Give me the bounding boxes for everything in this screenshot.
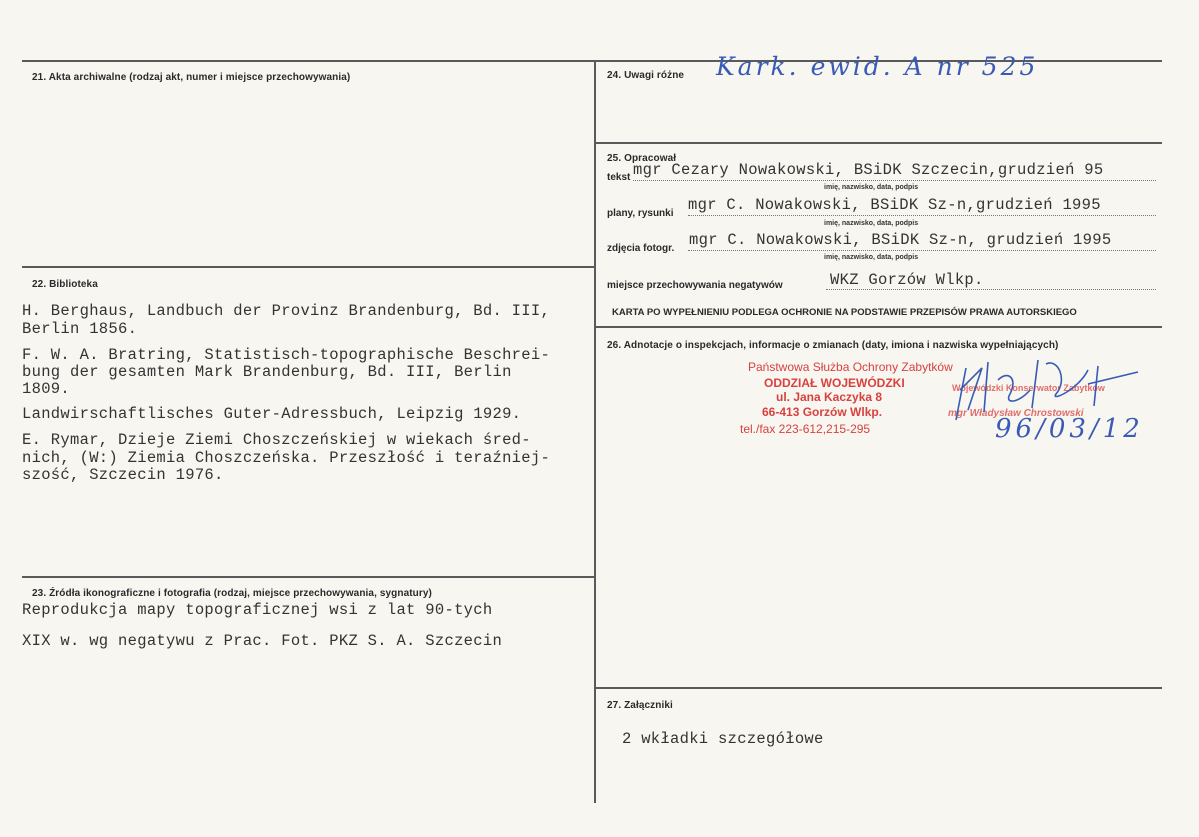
dotline-negatywy bbox=[826, 289, 1156, 290]
attachments-value: 2 wkładki szczegółowe bbox=[622, 730, 824, 748]
label-negatywy: miejsce przechowywania negatywów bbox=[607, 280, 783, 291]
section-26-header: 26. Adnotacje o inspekcjach, informacje o zmianach (daty, imiona i nazwiska wypełniających) bbox=[607, 340, 1059, 351]
bib-entry-1-line-2: Berlin 1856. bbox=[22, 320, 138, 338]
label-plany: plany, rysunki bbox=[607, 208, 674, 219]
sub-tekst: imię, nazwisko, data, podpis bbox=[824, 184, 919, 191]
dotline-zdjecia bbox=[688, 250, 1156, 251]
conservator-stamp-line-1: Wojewódzki Konserwator Zabytków bbox=[952, 383, 1105, 393]
label-tekst: tekst bbox=[607, 172, 631, 183]
stamp-line-1: Państwowa Służba Ochrony Zabytków bbox=[748, 360, 953, 374]
value-plany: mgr C. Nowakowski, BSiDK Sz-n,grudzień 1995 bbox=[688, 196, 1101, 214]
bib-entry-4-line-1: E. Rymar, Dzieje Ziemi Choszczeńskiej w wiekach śred- bbox=[22, 431, 531, 449]
rule-24-25 bbox=[595, 142, 1162, 144]
center-divider bbox=[594, 60, 596, 803]
bib-entry-1-line-1: H. Berghaus, Landbuch der Provinz Brandenburg, Bd. III, bbox=[22, 302, 551, 320]
copyright-notice: KARTA PO WYPEŁNIENIU PODLEGA OCHRONIE NA PODSTAWIE PRZEPISÓW PRAWA AUTORSKIEGO bbox=[612, 307, 1077, 318]
conservator-stamp-line-2: mgr Władysław Chrostowski bbox=[948, 408, 1084, 419]
inspection-date: 96/03/12 bbox=[995, 414, 1144, 444]
dotline-tekst bbox=[633, 180, 1156, 181]
bib-entry-2-line-3: 1809. bbox=[22, 380, 71, 398]
sub-plany: imię, nazwisko, data, podpis bbox=[824, 220, 919, 227]
stamp-line-5: tel./fax 223-612,215-295 bbox=[740, 422, 871, 436]
rule-21-22 bbox=[22, 266, 595, 268]
section-24-header: 24. Uwagi różne bbox=[607, 70, 685, 81]
stamp-line-2: ODDZIAŁ WOJEWÓDZKI bbox=[764, 376, 905, 390]
bib-entry-4-line-3: szość, Szczecin 1976. bbox=[22, 466, 224, 484]
rule-26-27 bbox=[595, 687, 1162, 689]
iconography-line-1: Reprodukcja mapy topograficznej wsi z lat 90-tych bbox=[22, 601, 493, 619]
bib-entry-4-line-2: nich, (W:) Ziemia Choszczeńska. Przeszłość i teraźniej- bbox=[22, 449, 551, 467]
value-zdjecia: mgr C. Nowakowski, BSiDK Sz-n, grudzień 1995 bbox=[689, 231, 1112, 249]
dotline-plany bbox=[688, 215, 1156, 216]
sub-zdjecia: imię, nazwisko, data, podpis bbox=[824, 254, 919, 261]
bib-entry-3-line-1: Landwirschaftlisches Guter-Adressbuch, Leipzig 1929. bbox=[22, 405, 522, 423]
value-tekst: mgr Cezary Nowakowski, BSiDK Szczecin,grudzień 95 bbox=[633, 161, 1104, 179]
section-23-header: 23. Źródła ikonograficzne i fotografia (rodzaj, miejsce przechowywania, sygnatury) bbox=[32, 588, 432, 599]
stamp-line-4: 66-413 Gorzów Wlkp. bbox=[762, 405, 883, 419]
section-27-header: 27. Załączniki bbox=[607, 700, 673, 711]
label-zdjecia: zdjęcia fotogr. bbox=[607, 243, 675, 254]
stamp-line-3: ul. Jana Kaczyka 8 bbox=[776, 390, 883, 404]
section-25-header: 25. Opracował bbox=[607, 153, 677, 164]
rule-25-26 bbox=[595, 326, 1162, 328]
value-negatywy: WKZ Gorzów Wlkp. bbox=[830, 271, 984, 289]
rule-22-23 bbox=[22, 576, 595, 578]
iconography-line-2: XIX w. wg negatywu z Prac. Fot. PKZ S. A. Szczecin bbox=[22, 632, 503, 650]
official-stamp bbox=[740, 360, 953, 440]
bib-entry-2-line-2: bung der gesamten Mark Brandenburg, Bd. III, Berlin bbox=[22, 363, 512, 381]
section-22-header: 22. Biblioteka bbox=[32, 279, 98, 290]
bib-entry-2-line-1: F. W. A. Bratring, Statistisch-topographische Beschrei- bbox=[22, 346, 551, 364]
handwritten-note: Kark. ewid. A nr 525 bbox=[716, 52, 1039, 81]
section-21-header: 21. Akta archiwalne (rodzaj akt, numer i miejsce przechowywania) bbox=[32, 72, 351, 83]
